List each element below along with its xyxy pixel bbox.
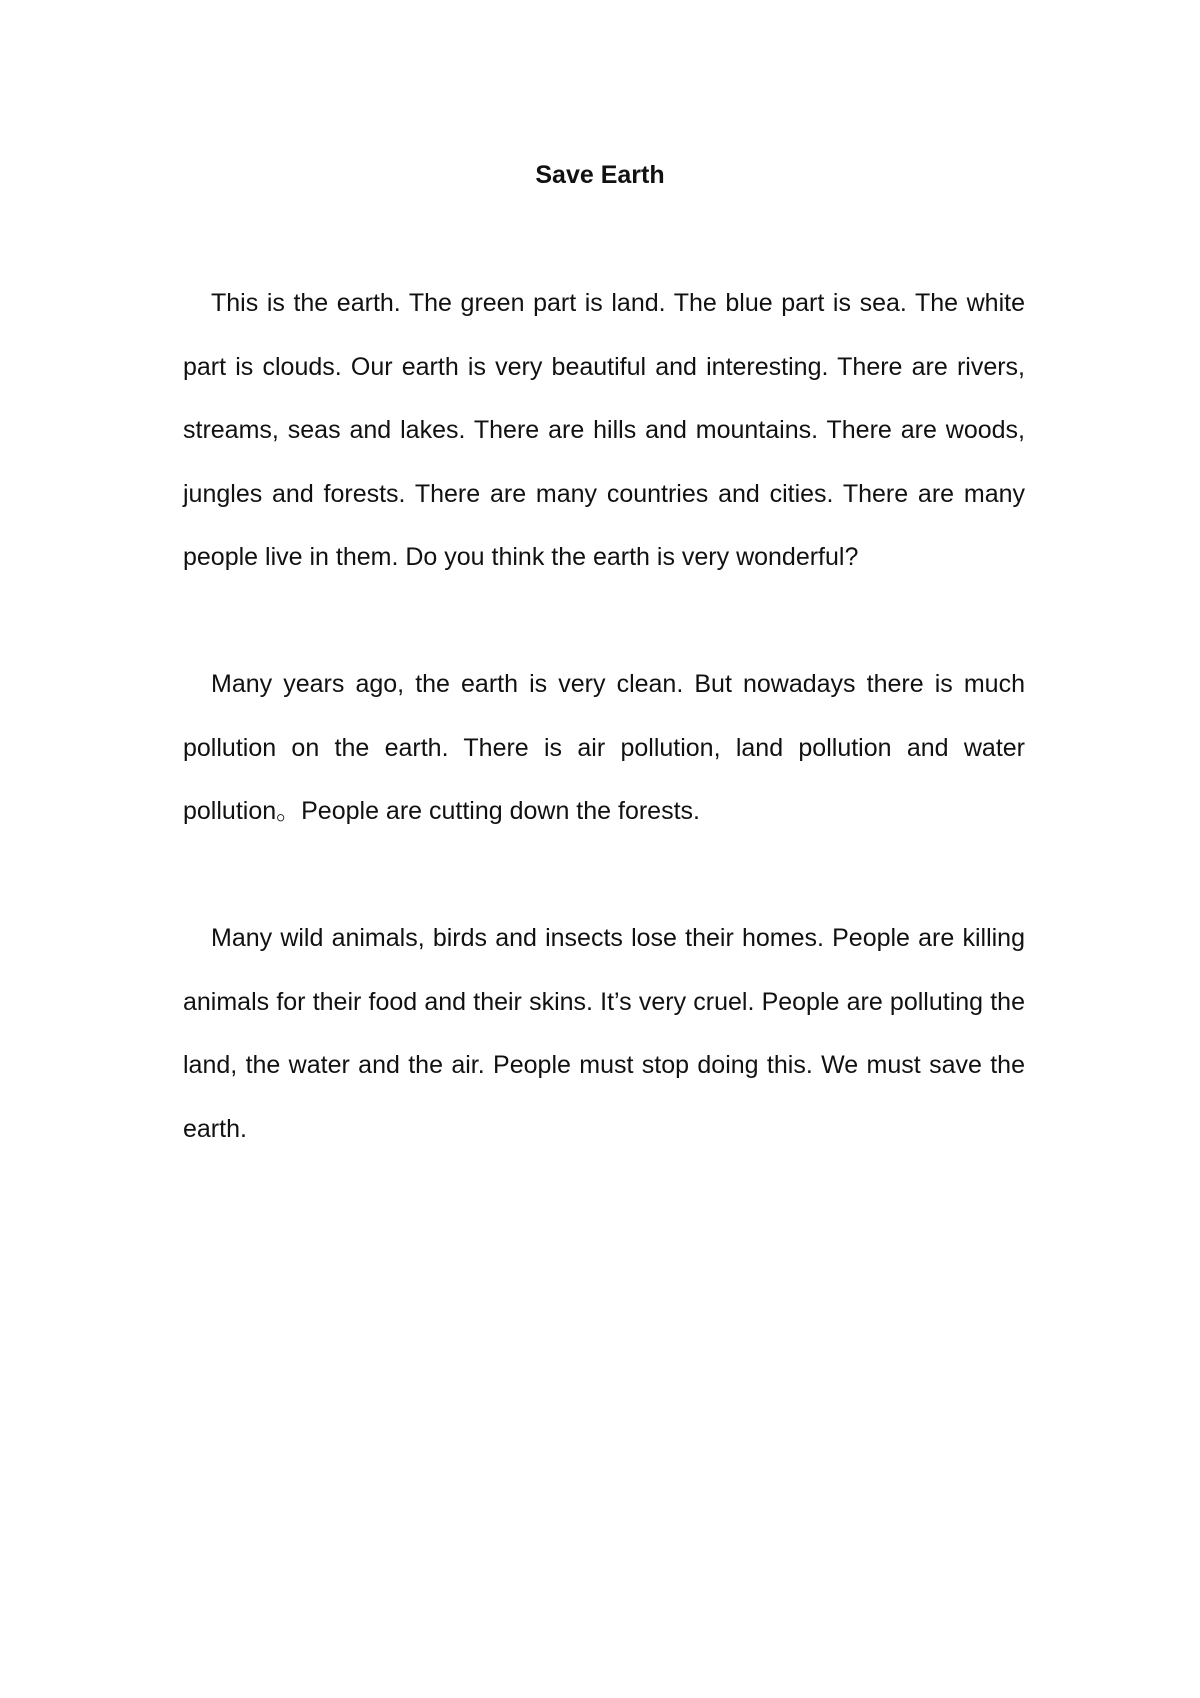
page-title: Save Earth: [535, 161, 665, 189]
paragraph-2: Many years ago, the earth is very clean. But nowadays there is much pollution on the earth. There is air pollution, land pollution and water pollution。People are cutting down the forests.: [183, 670, 1025, 825]
paragraph-1: This is the earth. The green part is land. The blue part is sea. The white part is clouds. Our earth is very beautiful and interesting. There are rivers, streams, seas and lakes. There are hills and mountains. There are woods, jungles and forests. There are many countries and cities. There are many people live in them. Do you think the earth is very wonderful?: [183, 289, 1025, 571]
paragraph-3: Many wild animals, birds and insects lose their homes. People are killing animals for their food and their skins. It’s very cruel. People are polluting the land, the water and the air. People must stop doing this. We must save the earth.: [183, 924, 1025, 1143]
